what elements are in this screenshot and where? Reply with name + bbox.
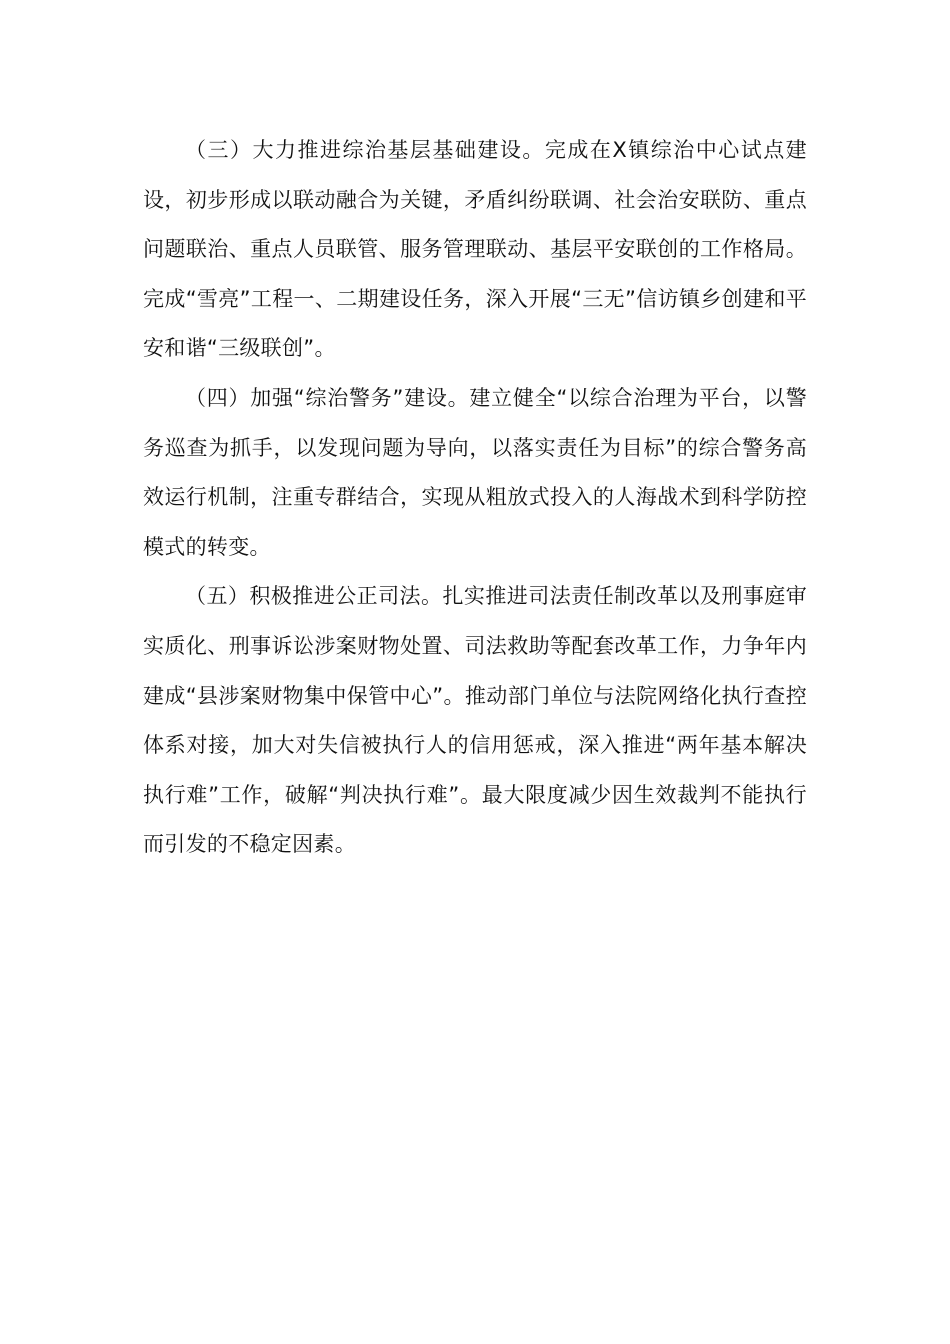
paragraph-section-3: （三）大力推进综治基层基础建设。完成在X镇综治中心试点建设，初步形成以联动融合为关键，矛盾纠纷联调、社会治安联防、重点问题联治、重点人员联管、服务管理联动、基层平安联创的工作格局。完成“雪亮”工程一、二期建设任务，深入开展“三无”信访镇乡创建和平安和谐“三级联创”。 xyxy=(143,138,807,361)
document-body xyxy=(143,126,807,870)
paragraph-section-5: （五）积极推进公正司法。扎实推进司法责任制改革以及刑事庭审实质化、刑事诉讼涉案财物处置、司法救助等配套改革工作，力争年内建成“县涉案财物集中保管中心”。推动部门单位与法院网络化执行查控体系对接，加大对失信被执行人的信用惩戒，深入推进“两年基本解决执行难”工作，破解“判决执行难”。最大限度减少因生效裁判不能执行而引发的不稳定因素。 xyxy=(143,584,807,857)
paragraph-section-4: （四）加强“综治警务”建设。建立健全“以综合治理为平台，以警务巡查为抓手，以发现问题为导向，以落实责任为目标”的综合警务高效运行机制，注重专群结合，实现从粗放式投入的人海战术到科学防控模式的转变。 xyxy=(143,385,807,559)
